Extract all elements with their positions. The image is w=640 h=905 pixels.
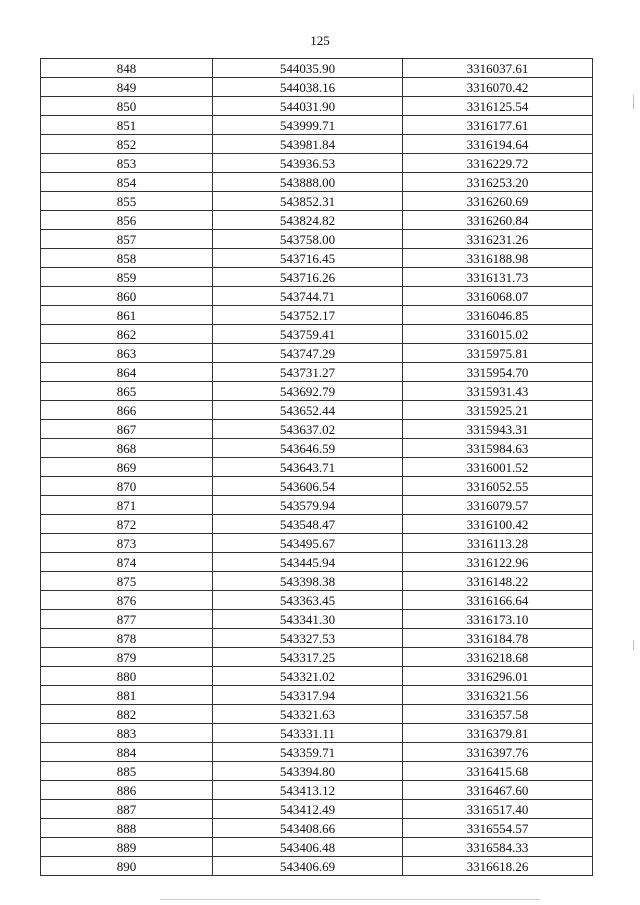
table-row: [41, 838, 593, 857]
point-number-cell: 875: [41, 572, 213, 591]
point-number-cell: 851: [41, 116, 213, 135]
x-coordinate-cell: 543406.48: [213, 838, 403, 857]
point-number-cell: 886: [41, 781, 213, 800]
x-coordinate-cell: 544035.90: [213, 59, 403, 78]
table-row: [41, 534, 593, 553]
x-coordinate-cell: 543747.29: [213, 344, 403, 363]
x-coordinate-cell: 543321.02: [213, 667, 403, 686]
y-coordinate-cell: 3316079.57: [403, 496, 593, 515]
page-number: 125: [310, 33, 330, 48]
x-coordinate-cell: 543692.79: [213, 382, 403, 401]
point-number-cell: 882: [41, 705, 213, 724]
point-number-cell: 861: [41, 306, 213, 325]
x-coordinate-cell: 543412.49: [213, 800, 403, 819]
x-coordinate-cell: 543321.63: [213, 705, 403, 724]
x-coordinate-cell: 543824.82: [213, 211, 403, 230]
x-coordinate-cell: 543936.53: [213, 154, 403, 173]
point-number-cell: 848: [41, 59, 213, 78]
point-number-cell: 863: [41, 344, 213, 363]
point-number-cell: 865: [41, 382, 213, 401]
x-coordinate-cell: 543394.80: [213, 762, 403, 781]
y-coordinate-cell: 3316052.55: [403, 477, 593, 496]
point-number-cell: 888: [41, 819, 213, 838]
point-number-cell: 876: [41, 591, 213, 610]
y-coordinate-cell: 3316517.40: [403, 800, 593, 819]
x-coordinate-cell: 543495.67: [213, 534, 403, 553]
table-row: [41, 857, 593, 876]
point-number-cell: 879: [41, 648, 213, 667]
point-number-cell: 858: [41, 249, 213, 268]
y-coordinate-cell: 3316260.69: [403, 192, 593, 211]
point-number-cell: 867: [41, 420, 213, 439]
table-row: [41, 439, 593, 458]
x-coordinate-cell: 543731.27: [213, 363, 403, 382]
x-coordinate-cell: 543327.53: [213, 629, 403, 648]
y-coordinate-cell: 3316122.96: [403, 553, 593, 572]
table-row: [41, 268, 593, 287]
table-row: [41, 230, 593, 249]
point-number-cell: 884: [41, 743, 213, 762]
point-number-cell: 849: [41, 78, 213, 97]
scan-edge-mark: [633, 95, 634, 109]
x-coordinate-cell: 543716.26: [213, 268, 403, 287]
point-number-cell: 864: [41, 363, 213, 382]
y-coordinate-cell: 3316296.01: [403, 667, 593, 686]
point-number-cell: 850: [41, 97, 213, 116]
y-coordinate-cell: 3316554.57: [403, 819, 593, 838]
table-row: [41, 59, 593, 78]
table-row: [41, 819, 593, 838]
y-coordinate-cell: 3316218.68: [403, 648, 593, 667]
y-coordinate-cell: 3316068.07: [403, 287, 593, 306]
table-row: [41, 629, 593, 648]
point-number-cell: 872: [41, 515, 213, 534]
point-number-cell: 871: [41, 496, 213, 515]
y-coordinate-cell: 3316015.02: [403, 325, 593, 344]
table-row: [41, 325, 593, 344]
point-number-cell: 862: [41, 325, 213, 344]
y-coordinate-cell: 3315975.81: [403, 344, 593, 363]
point-number-cell: 856: [41, 211, 213, 230]
table-row: [41, 591, 593, 610]
y-coordinate-cell: 3316231.26: [403, 230, 593, 249]
table-row: [41, 572, 593, 591]
point-number-cell: 854: [41, 173, 213, 192]
y-coordinate-cell: 3316618.26: [403, 857, 593, 876]
y-coordinate-cell: 3316177.61: [403, 116, 593, 135]
x-coordinate-cell: 543445.94: [213, 553, 403, 572]
table-row: [41, 762, 593, 781]
table-row: [41, 211, 593, 230]
table-row: [41, 249, 593, 268]
y-coordinate-cell: 3315925.21: [403, 401, 593, 420]
y-coordinate-cell: 3316397.76: [403, 743, 593, 762]
coordinate-table-body: [41, 59, 593, 876]
point-number-cell: 878: [41, 629, 213, 648]
point-number-cell: 859: [41, 268, 213, 287]
y-coordinate-cell: 3316253.20: [403, 173, 593, 192]
x-coordinate-cell: 544031.90: [213, 97, 403, 116]
y-coordinate-cell: 3316037.61: [403, 59, 593, 78]
x-coordinate-cell: 543758.00: [213, 230, 403, 249]
table-row: [41, 458, 593, 477]
x-coordinate-cell: 543981.84: [213, 135, 403, 154]
table-row: [41, 477, 593, 496]
point-number-cell: 887: [41, 800, 213, 819]
point-number-cell: 889: [41, 838, 213, 857]
point-number-cell: 873: [41, 534, 213, 553]
table-row: [41, 401, 593, 420]
table-row: [41, 496, 593, 515]
x-coordinate-cell: 543888.00: [213, 173, 403, 192]
x-coordinate-cell: 543744.71: [213, 287, 403, 306]
table-row: [41, 78, 593, 97]
y-coordinate-cell: 3316188.98: [403, 249, 593, 268]
x-coordinate-cell: 543999.71: [213, 116, 403, 135]
table-row: [41, 686, 593, 705]
y-coordinate-cell: 3315984.63: [403, 439, 593, 458]
point-number-cell: 880: [41, 667, 213, 686]
point-number-cell: 870: [41, 477, 213, 496]
point-number-cell: 853: [41, 154, 213, 173]
x-coordinate-cell: 543408.66: [213, 819, 403, 838]
table-row: [41, 344, 593, 363]
x-coordinate-cell: 543548.47: [213, 515, 403, 534]
point-number-cell: 890: [41, 857, 213, 876]
y-coordinate-cell: 3316173.10: [403, 610, 593, 629]
x-coordinate-cell: 543363.45: [213, 591, 403, 610]
y-coordinate-cell: 3315943.31: [403, 420, 593, 439]
x-coordinate-cell: 543317.25: [213, 648, 403, 667]
x-coordinate-cell: 543852.31: [213, 192, 403, 211]
x-coordinate-cell: 543406.69: [213, 857, 403, 876]
x-coordinate-cell: 543606.54: [213, 477, 403, 496]
table-row: [41, 97, 593, 116]
y-coordinate-cell: 3316467.60: [403, 781, 593, 800]
table-row: [41, 420, 593, 439]
y-coordinate-cell: 3316001.52: [403, 458, 593, 477]
y-coordinate-cell: 3316184.78: [403, 629, 593, 648]
table-row: [41, 800, 593, 819]
point-number-cell: 881: [41, 686, 213, 705]
table-row: [41, 192, 593, 211]
x-coordinate-cell: 543759.41: [213, 325, 403, 344]
point-number-cell: 868: [41, 439, 213, 458]
x-coordinate-cell: 543398.38: [213, 572, 403, 591]
table-row: [41, 116, 593, 135]
x-coordinate-cell: 543579.94: [213, 496, 403, 515]
y-coordinate-cell: 3316166.64: [403, 591, 593, 610]
table-row: [41, 382, 593, 401]
point-number-cell: 857: [41, 230, 213, 249]
y-coordinate-cell: 3316415.68: [403, 762, 593, 781]
table-row: [41, 553, 593, 572]
point-number-cell: 877: [41, 610, 213, 629]
table-row: [41, 743, 593, 762]
y-coordinate-cell: 3316125.54: [403, 97, 593, 116]
x-coordinate-cell: 543643.71: [213, 458, 403, 477]
table-row: [41, 610, 593, 629]
table-row: [41, 705, 593, 724]
y-coordinate-cell: 3316584.33: [403, 838, 593, 857]
point-number-cell: 866: [41, 401, 213, 420]
y-coordinate-cell: 3316100.42: [403, 515, 593, 534]
x-coordinate-cell: 543413.12: [213, 781, 403, 800]
x-coordinate-cell: 543341.30: [213, 610, 403, 629]
x-coordinate-cell: 543646.59: [213, 439, 403, 458]
x-coordinate-cell: 543652.44: [213, 401, 403, 420]
y-coordinate-cell: 3316260.84: [403, 211, 593, 230]
y-coordinate-cell: 3316229.72: [403, 154, 593, 173]
y-coordinate-cell: 3316113.28: [403, 534, 593, 553]
x-coordinate-cell: 543331.11: [213, 724, 403, 743]
y-coordinate-cell: 3316070.42: [403, 78, 593, 97]
table-row: [41, 306, 593, 325]
y-coordinate-cell: 3315954.70: [403, 363, 593, 382]
y-coordinate-cell: 3315931.43: [403, 382, 593, 401]
table-row: [41, 515, 593, 534]
table-row: [41, 287, 593, 306]
table-row: [41, 363, 593, 382]
point-number-cell: 860: [41, 287, 213, 306]
table-row: [41, 135, 593, 154]
point-number-cell: 883: [41, 724, 213, 743]
y-coordinate-cell: 3316046.85: [403, 306, 593, 325]
y-coordinate-cell: 3316148.22: [403, 572, 593, 591]
table-row: [41, 173, 593, 192]
table-row: [41, 667, 593, 686]
x-coordinate-cell: 543359.71: [213, 743, 403, 762]
y-coordinate-cell: 3316321.56: [403, 686, 593, 705]
table-row: [41, 781, 593, 800]
x-coordinate-cell: 543317.94: [213, 686, 403, 705]
table-row: [41, 154, 593, 173]
point-number-cell: 855: [41, 192, 213, 211]
y-coordinate-cell: 3316194.64: [403, 135, 593, 154]
scan-edge-mark: [633, 640, 634, 650]
x-coordinate-cell: 543637.02: [213, 420, 403, 439]
x-coordinate-cell: 544038.16: [213, 78, 403, 97]
footer-rule: [160, 899, 540, 900]
point-number-cell: 874: [41, 553, 213, 572]
point-number-cell: 885: [41, 762, 213, 781]
y-coordinate-cell: 3316357.58: [403, 705, 593, 724]
table-row: [41, 724, 593, 743]
y-coordinate-cell: 3316379.81: [403, 724, 593, 743]
x-coordinate-cell: 543752.17: [213, 306, 403, 325]
point-number-cell: 869: [41, 458, 213, 477]
point-number-cell: 852: [41, 135, 213, 154]
coordinate-table: [40, 58, 593, 876]
x-coordinate-cell: 543716.45: [213, 249, 403, 268]
table-row: [41, 648, 593, 667]
y-coordinate-cell: 3316131.73: [403, 268, 593, 287]
